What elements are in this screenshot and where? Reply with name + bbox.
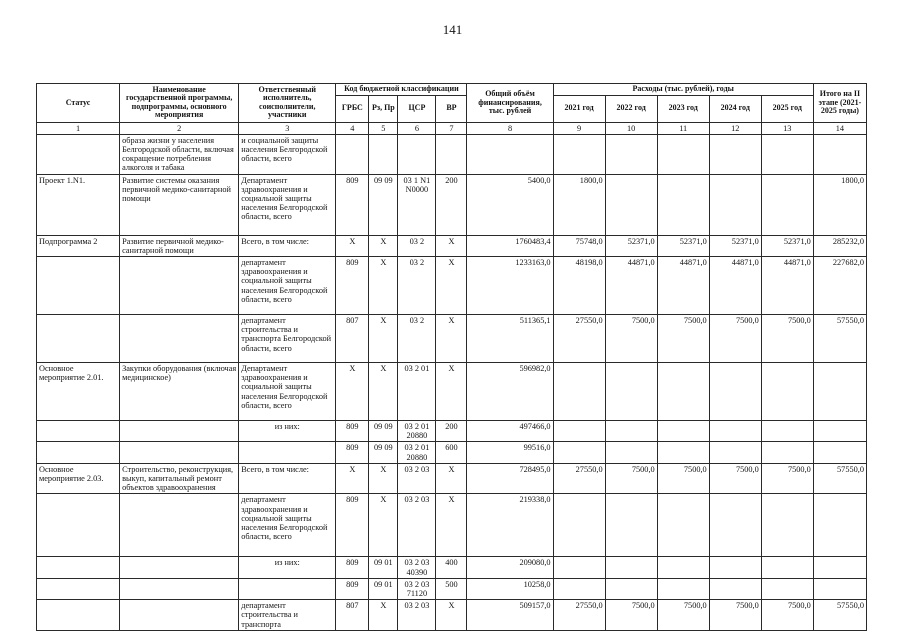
year-2023-cell: 52371,0 (657, 235, 709, 256)
status-cell (37, 442, 120, 463)
stage-total-cell: 57550,0 (813, 600, 866, 631)
year-2024-cell (709, 134, 761, 174)
csr-cell: 03 2 03 (398, 600, 436, 631)
year-2024-cell (709, 494, 761, 557)
stage-total-cell (813, 494, 866, 557)
year-2021-cell (553, 363, 605, 421)
column-number: 5 (369, 122, 398, 134)
rzpr-cell: X (369, 494, 398, 557)
year-2021-cell (553, 442, 605, 463)
stage-total-cell (813, 363, 866, 421)
grbs-cell: 807 (336, 600, 369, 631)
header-stage-total: Итого на II этапе (2021-2025 годы) (813, 84, 866, 123)
year-2024-cell (709, 421, 761, 442)
total-cell: 509157,0 (467, 600, 553, 631)
year-2025-cell: 44871,0 (761, 257, 813, 315)
year-2023-cell: 7500,0 (657, 600, 709, 631)
year-2024-cell: 7500,0 (709, 600, 761, 631)
grbs-cell: 809 (336, 442, 369, 463)
column-number: 1 (37, 122, 120, 134)
year-2025-cell (761, 363, 813, 421)
status-cell (37, 578, 120, 599)
year-2022-cell (605, 494, 657, 557)
year-2022-cell: 44871,0 (605, 257, 657, 315)
table-row (37, 578, 867, 599)
name-cell (120, 557, 239, 578)
name-cell (120, 578, 239, 599)
name-cell (120, 600, 239, 631)
year-2023-cell (657, 442, 709, 463)
grbs-cell (336, 134, 369, 174)
year-2025-cell (761, 494, 813, 557)
executor-cell (239, 578, 336, 599)
year-2021-cell: 27550,0 (553, 315, 605, 363)
status-cell (37, 134, 120, 174)
year-2023-cell (657, 363, 709, 421)
year-2025-cell: 7500,0 (761, 315, 813, 363)
stage-total-cell (813, 134, 866, 174)
header-csr: ЦСР (398, 95, 436, 122)
stage-total-cell: 1800,0 (813, 174, 866, 235)
stage-total-cell: 227682,0 (813, 257, 866, 315)
year-2024-cell (709, 174, 761, 235)
total-cell: 219338,0 (467, 494, 553, 557)
column-number: 11 (657, 122, 709, 134)
grbs-cell: 809 (336, 257, 369, 315)
table-row (37, 557, 867, 578)
csr-cell: 03 1 N1 N0000 (398, 174, 436, 235)
table-row (37, 494, 867, 557)
vr-cell (436, 134, 467, 174)
total-cell: 209080,0 (467, 557, 553, 578)
header-2023: 2023 год (657, 95, 709, 122)
vr-cell: X (436, 600, 467, 631)
rzpr-cell: X (369, 600, 398, 631)
executor-cell: и социальной защиты населения Белгородской области, всего (239, 134, 336, 174)
year-2025-cell (761, 174, 813, 235)
year-2024-cell (709, 557, 761, 578)
year-2023-cell: 7500,0 (657, 315, 709, 363)
stage-total-cell (813, 557, 866, 578)
csr-cell: 03 2 (398, 315, 436, 363)
csr-cell: 03 2 (398, 257, 436, 315)
year-2021-cell (553, 578, 605, 599)
year-2022-cell (605, 557, 657, 578)
executor-cell: из них: (239, 557, 336, 578)
year-2022-cell (605, 134, 657, 174)
executor-cell: департамент строительства и транспорта Белгородской области, всего (239, 315, 336, 363)
grbs-cell: X (336, 235, 369, 256)
column-number: 12 (709, 122, 761, 134)
year-2022-cell (605, 363, 657, 421)
status-cell: Основное мероприятие 2.01. (37, 363, 120, 421)
rzpr-cell: X (369, 363, 398, 421)
header-2021: 2021 год (553, 95, 605, 122)
total-cell: 596982,0 (467, 363, 553, 421)
year-2021-cell (553, 494, 605, 557)
status-cell: Подпрограмма 2 (37, 235, 120, 256)
year-2022-cell (605, 421, 657, 442)
csr-cell: 03 2 (398, 235, 436, 256)
status-cell (37, 257, 120, 315)
table-row (37, 235, 867, 256)
header-executor: Ответственный исполнитель, соисполнители, участники (239, 84, 336, 123)
year-2023-cell (657, 421, 709, 442)
header-name: Наименование государственной программы, подпрограммы, основного мероприятия (120, 84, 239, 123)
year-2023-cell (657, 134, 709, 174)
name-cell: Развитие первичной медико-санитарной помощи (120, 235, 239, 256)
stage-total-cell (813, 421, 866, 442)
header-budget-code: Код бюджетной классификации (336, 84, 467, 96)
year-2025-cell (761, 421, 813, 442)
rzpr-cell (369, 134, 398, 174)
header-vr: ВР (436, 95, 467, 122)
column-number: 6 (398, 122, 436, 134)
year-2023-cell (657, 578, 709, 599)
table-row (37, 463, 867, 494)
header-grbs: ГРБС (336, 95, 369, 122)
total-cell: 99516,0 (467, 442, 553, 463)
stage-total-cell: 57550,0 (813, 315, 866, 363)
name-cell (120, 421, 239, 442)
table-row (37, 257, 867, 315)
csr-cell: 03 2 03 (398, 494, 436, 557)
stage-total-cell: 57550,0 (813, 463, 866, 494)
grbs-cell: X (336, 463, 369, 494)
header-2024: 2024 год (709, 95, 761, 122)
executor-cell: из них: (239, 421, 336, 442)
executor-cell: департамент здравоохранения и социальной защиты населения Белгородской области, всего (239, 494, 336, 557)
grbs-cell: 809 (336, 174, 369, 235)
year-2023-cell: 44871,0 (657, 257, 709, 315)
year-2022-cell: 7500,0 (605, 600, 657, 631)
year-2021-cell (553, 134, 605, 174)
year-2025-cell (761, 134, 813, 174)
table-row (37, 363, 867, 421)
budget-table-body (37, 134, 867, 630)
csr-cell: 03 2 03 71120 (398, 578, 436, 599)
rzpr-cell: 09 09 (369, 442, 398, 463)
total-cell (467, 134, 553, 174)
header-total-volume: Общий объём финансирования, тыс. рублей (467, 84, 553, 123)
column-number: 14 (813, 122, 866, 134)
rzpr-cell: 09 09 (369, 421, 398, 442)
year-2025-cell: 52371,0 (761, 235, 813, 256)
budget-table (36, 83, 867, 631)
total-cell: 728495,0 (467, 463, 553, 494)
vr-cell: X (436, 494, 467, 557)
name-cell (120, 315, 239, 363)
status-cell (37, 315, 120, 363)
executor-cell: Департамент здравоохранения и социальной защиты населения Белгородской области, всего (239, 363, 336, 421)
total-cell: 1760483,4 (467, 235, 553, 256)
executor-cell (239, 442, 336, 463)
year-2024-cell: 7500,0 (709, 463, 761, 494)
grbs-cell: 809 (336, 557, 369, 578)
year-2022-cell (605, 442, 657, 463)
status-cell: Проект 1.N1. (37, 174, 120, 235)
year-2022-cell: 7500,0 (605, 315, 657, 363)
year-2024-cell (709, 442, 761, 463)
header-2022: 2022 год (605, 95, 657, 122)
executor-cell: департамент строительства и транспорта (239, 600, 336, 631)
status-cell (37, 494, 120, 557)
year-2024-cell (709, 578, 761, 599)
table-row (37, 134, 867, 174)
year-2024-cell: 7500,0 (709, 315, 761, 363)
header-status: Статус (37, 84, 120, 123)
name-cell: образа жизни у населения Белгородской области, включая сокращение потребления алкоголя и табака (120, 134, 239, 174)
table-row (37, 421, 867, 442)
vr-cell: X (436, 235, 467, 256)
rzpr-cell: X (369, 463, 398, 494)
name-cell (120, 442, 239, 463)
column-number: 9 (553, 122, 605, 134)
csr-cell: 03 2 03 (398, 463, 436, 494)
name-cell: Закупки оборудования (включая медицинское) (120, 363, 239, 421)
total-cell: 1233163,0 (467, 257, 553, 315)
stage-total-cell (813, 442, 866, 463)
vr-cell: X (436, 463, 467, 494)
column-number: 4 (336, 122, 369, 134)
name-cell: Развитие системы оказания первичной медико-санитарной помощи (120, 174, 239, 235)
vr-cell: X (436, 257, 467, 315)
csr-cell: 03 2 01 (398, 363, 436, 421)
rzpr-cell: X (369, 315, 398, 363)
year-2025-cell: 7500,0 (761, 600, 813, 631)
year-2021-cell: 27550,0 (553, 463, 605, 494)
table-row (37, 600, 867, 631)
vr-cell: 600 (436, 442, 467, 463)
status-cell: Основное мероприятие 2.03. (37, 463, 120, 494)
header-rzpr: Рз, Пр (369, 95, 398, 122)
table-row (37, 174, 867, 235)
table-row (37, 315, 867, 363)
csr-cell (398, 134, 436, 174)
rzpr-cell: X (369, 257, 398, 315)
total-cell: 5400,0 (467, 174, 553, 235)
column-number: 2 (120, 122, 239, 134)
executor-cell: Всего, в том числе: (239, 235, 336, 256)
executor-cell: Всего, в том числе: (239, 463, 336, 494)
year-2021-cell: 27550,0 (553, 600, 605, 631)
column-number: 7 (436, 122, 467, 134)
executor-cell: департамент здравоохранения и социальной защиты населения Белгородской области, всего (239, 257, 336, 315)
year-2025-cell (761, 578, 813, 599)
total-cell: 511365,1 (467, 315, 553, 363)
grbs-cell: 807 (336, 315, 369, 363)
year-2024-cell: 52371,0 (709, 235, 761, 256)
grbs-cell: 809 (336, 494, 369, 557)
stage-total-cell: 285232,0 (813, 235, 866, 256)
year-2021-cell: 48198,0 (553, 257, 605, 315)
year-2022-cell (605, 174, 657, 235)
year-2025-cell (761, 557, 813, 578)
grbs-cell: 809 (336, 421, 369, 442)
year-2021-cell: 75748,0 (553, 235, 605, 256)
year-2025-cell (761, 442, 813, 463)
vr-cell: X (436, 315, 467, 363)
csr-cell: 03 2 03 40390 (398, 557, 436, 578)
vr-cell: 200 (436, 421, 467, 442)
column-number: 8 (467, 122, 553, 134)
column-number: 13 (761, 122, 813, 134)
name-cell: Строительство, реконструкция, выкуп, капитальный ремонт объектов здравоохранения (120, 463, 239, 494)
total-cell: 497466,0 (467, 421, 553, 442)
name-cell (120, 257, 239, 315)
rzpr-cell: X (369, 235, 398, 256)
grbs-cell: 809 (336, 578, 369, 599)
status-cell (37, 600, 120, 631)
year-2021-cell: 1800,0 (553, 174, 605, 235)
year-2022-cell: 7500,0 (605, 463, 657, 494)
year-2023-cell: 7500,0 (657, 463, 709, 494)
total-cell: 10258,0 (467, 578, 553, 599)
vr-cell: 500 (436, 578, 467, 599)
year-2023-cell (657, 174, 709, 235)
stage-total-cell (813, 578, 866, 599)
year-2023-cell (657, 494, 709, 557)
year-2023-cell (657, 557, 709, 578)
name-cell (120, 494, 239, 557)
column-number-row (37, 122, 867, 134)
table-row (37, 442, 867, 463)
year-2024-cell: 44871,0 (709, 257, 761, 315)
header-2025: 2025 год (761, 95, 813, 122)
vr-cell: 400 (436, 557, 467, 578)
vr-cell: X (436, 363, 467, 421)
rzpr-cell: 09 01 (369, 578, 398, 599)
vr-cell: 200 (436, 174, 467, 235)
rzpr-cell: 09 01 (369, 557, 398, 578)
page-number: 141 (442, 22, 463, 37)
status-cell (37, 557, 120, 578)
year-2022-cell (605, 578, 657, 599)
year-2025-cell: 7500,0 (761, 463, 813, 494)
csr-cell: 03 2 01 20880 (398, 442, 436, 463)
grbs-cell: X (336, 363, 369, 421)
executor-cell: Департамент здравоохранения и социальной защиты населения Белгородской области, всего (239, 174, 336, 235)
year-2021-cell (553, 421, 605, 442)
header-expenses: Расходы (тыс. рублей), годы (553, 84, 813, 96)
column-number: 3 (239, 122, 336, 134)
rzpr-cell: 09 09 (369, 174, 398, 235)
year-2022-cell: 52371,0 (605, 235, 657, 256)
column-number: 10 (605, 122, 657, 134)
year-2021-cell (553, 557, 605, 578)
csr-cell: 03 2 01 20880 (398, 421, 436, 442)
year-2024-cell (709, 363, 761, 421)
status-cell (37, 421, 120, 442)
